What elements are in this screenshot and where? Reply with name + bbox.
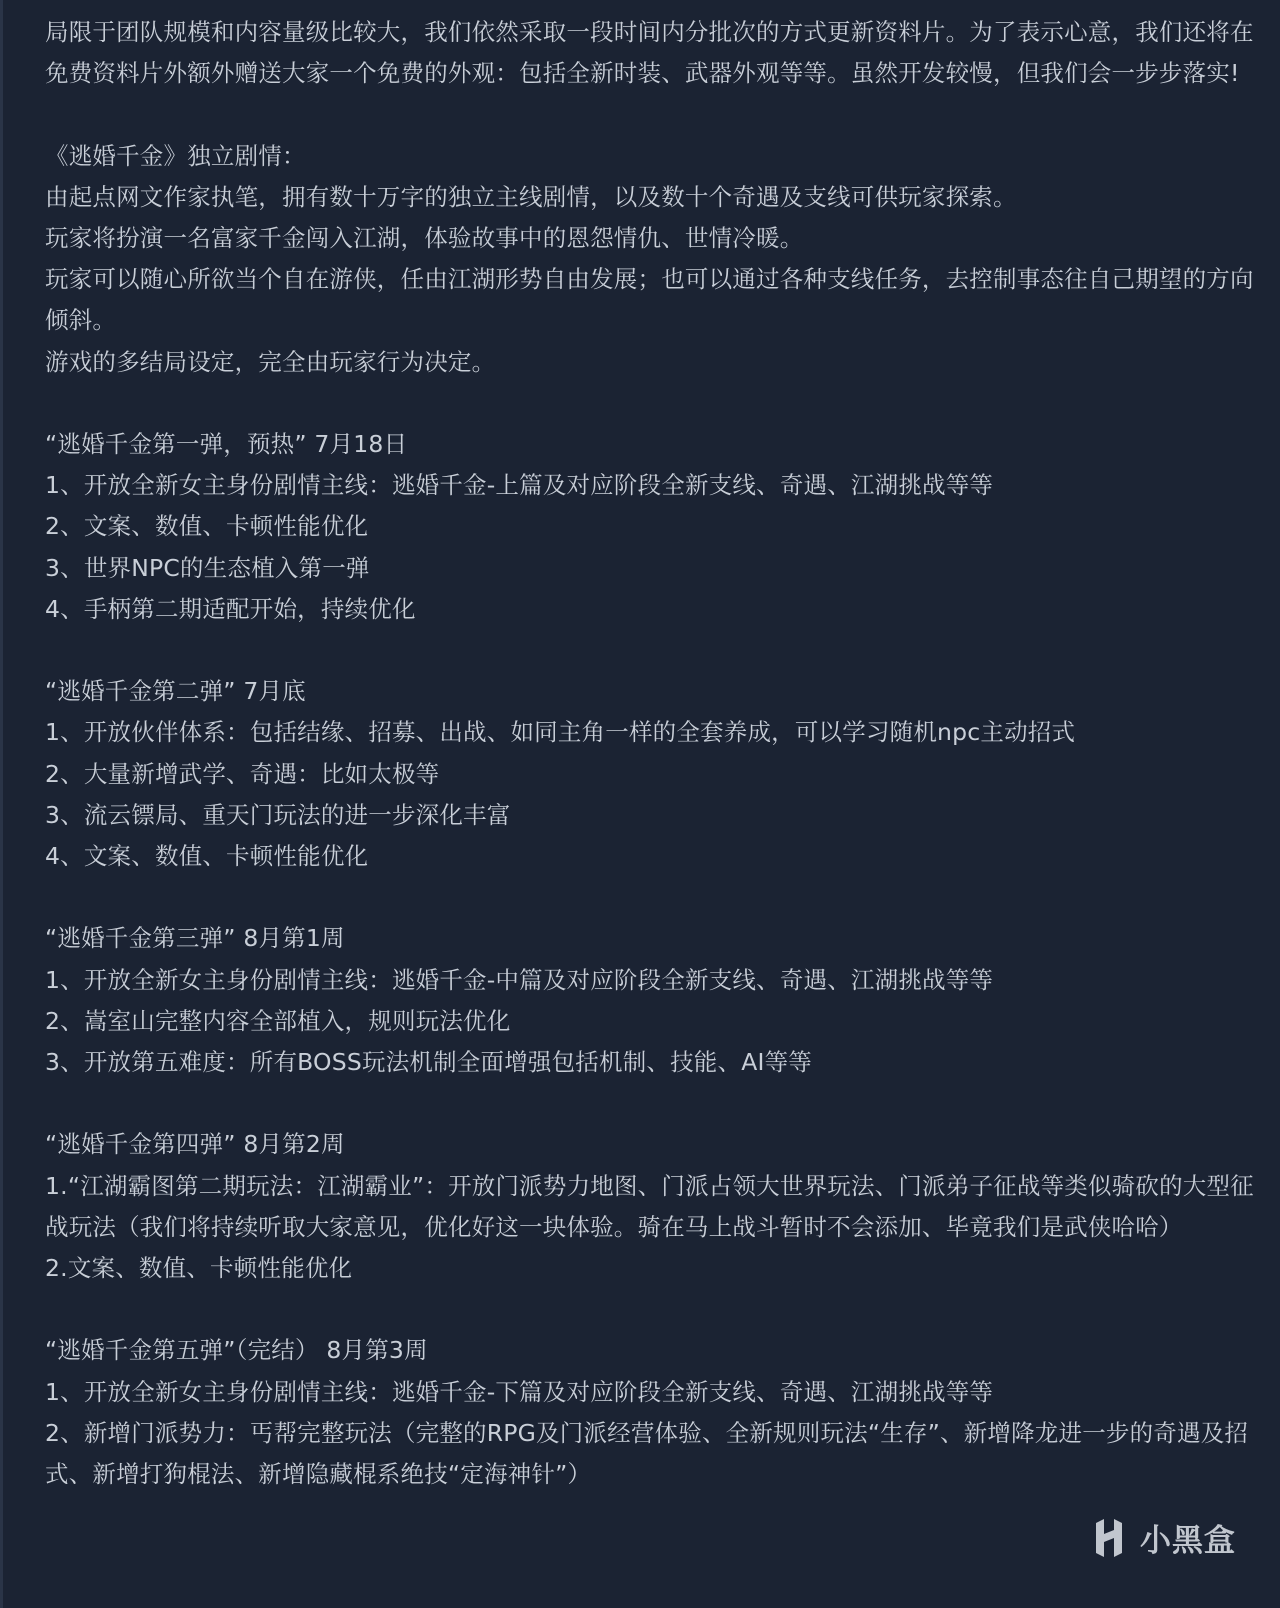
text-line: 玩家将扮演一名富家千金闯入江湖，体验故事中的恩怨情仇、世情冷暖。: [45, 224, 804, 252]
list-item: 3、世界NPC的生态植入第一弹: [45, 553, 370, 582]
list-item: 3、开放第五难度：所有BOSS玩法机制全面增强包括机制、技能、AI等等: [45, 1048, 812, 1077]
list-item: 1、开放全新女主身份剧情主线：逃婚千金-中篇及对应阶段全新支线、奇遇、江湖挑战等等: [45, 965, 994, 994]
paragraph-phase-5: [45, 1330, 1255, 1495]
section-heading: “逃婚千金第一弹，预热” 7月18日: [45, 430, 408, 458]
list-item: 2、新增门派势力：丐帮完整玩法（完整的RPG及门派经营体验、全新规则玩法“生存”、新增降龙进一步的奇遇及招式、新增打狗棍法、新增隐藏棍系绝技“定海神针”）: [45, 1418, 1249, 1489]
list-item: 1、开放伙伴体系：包括结缘、招募、出战、如同主角一样的全套养成，可以学习随机npc主动招式: [45, 718, 1076, 747]
paragraph-story: [45, 136, 1255, 383]
section-heading: 《逃婚千金》独立剧情：: [45, 141, 306, 170]
list-item: 3、流云镖局、重天门玩法的进一步深化丰富: [45, 800, 511, 829]
text-line: 游戏的多结局设定，完全由玩家行为决定。: [45, 347, 496, 376]
list-item: 2.文案、数值、卡顿性能优化: [45, 1254, 353, 1283]
article-body: [45, 12, 1255, 1495]
text-line: 局限于团队规模和内容量级比较大，我们依然采取一段时间内分批次的方式更新资料片。为了表示心意，我们还将在免费资料片外额外赠送大家一个免费的外观：包括全新时装、武器外观等等。虽然开发较慢，但我们会一步步落实!: [45, 18, 1254, 88]
text-line: 由起点网文作家执笔，拥有数十万字的独立主线剧情，以及数十个奇遇及支线可供玩家探索。: [45, 182, 1017, 211]
watermark-text: 小黑盒: [1140, 1523, 1236, 1559]
list-item: 1、开放全新女主身份剧情主线：逃婚千金-下篇及对应阶段全新支线、奇遇、江湖挑战等等: [45, 1377, 994, 1406]
section-heading: “逃婚千金第五弹”（完结） 8月第3周: [45, 1336, 428, 1365]
list-item: 2、嵩室山完整内容全部植入，规则玩法优化: [45, 1006, 511, 1035]
list-item: 1.“江湖霸图第二期玩法：江湖霸业”：开放门派势力地图、门派占领大世界玩法、门派弟子征战等类似骑砍的大型征战玩法（我们将持续听取大家意见，优化好这一块体验。骑在马上战斗暂时不会添加、毕竟我们是武侠哈哈）: [45, 1171, 1254, 1241]
watermark: [1088, 1515, 1236, 1560]
paragraph-phase-3: [45, 918, 1255, 1083]
left-border: [0, 0, 3, 1608]
list-item: 1、开放全新女主身份剧情主线：逃婚千金-上篇及对应阶段全新支线、奇遇、江湖挑战等等: [45, 471, 994, 500]
section-heading: “逃婚千金第四弹” 8月第2周: [45, 1130, 345, 1159]
paragraph-intro: [45, 12, 1255, 94]
list-item: 2、文案、数值、卡顿性能优化: [45, 512, 369, 541]
section-heading: “逃婚千金第三弹” 8月第1周: [45, 924, 345, 953]
paragraph-phase-2: [45, 671, 1255, 877]
paragraph-phase-1: [45, 424, 1255, 630]
paragraph-phase-4: [45, 1124, 1255, 1289]
section-heading: “逃婚千金第二弹” 7月底: [45, 677, 306, 706]
text-line: 玩家可以随心所欲当个自在游侠，任由江湖形势自由发展；也可以通过各种支线任务，去控制事态往自己期望的方向倾斜。: [45, 265, 1254, 335]
xiaoheihe-logo-icon: [1088, 1517, 1130, 1559]
list-item: 4、文案、数值、卡顿性能优化: [45, 842, 369, 871]
list-item: 2、大量新增武学、奇遇：比如太极等: [45, 759, 440, 788]
list-item: 4、手柄第二期适配开始，持续优化: [45, 594, 416, 623]
